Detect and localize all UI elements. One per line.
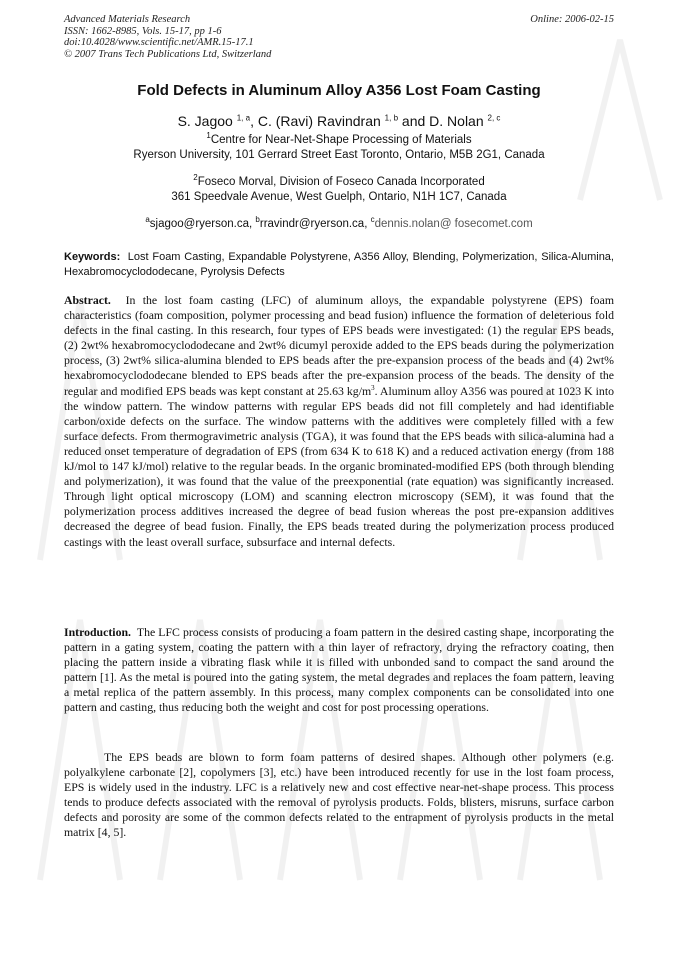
- publication-header: [64, 14, 614, 60]
- abstract-section: [64, 293, 614, 550]
- author-name: D. Nolan: [429, 113, 484, 129]
- paper-title: Fold Defects in Aluminum Alloy A356 Lost Foam Casting: [137, 82, 541, 99]
- affiliation-2: [0, 175, 678, 205]
- author-affiliation-marker: 1, b: [384, 113, 399, 123]
- body-paragraph: The EPS beads are blown to form foam patterns of desired shapes. Although other polymers (e.g. polyalkylene carbonate [2], copolymers [3], etc.) have been introduced recently for use in the lost foam process, EPS is widely used in the industry. LFC is a relatively new and cost effective near-net-shape process. This process tends to produce defects associated with the removal of pyrolysis products. Folds, blisters, misruns, surface carbon defects and porosity are some of the common defects related to the entrapment of pyrolysis products in the metal matrix [4, 5].: [64, 750, 614, 840]
- email-link[interactable]: rravindr@ryerson.ca: [259, 218, 365, 230]
- email-marker: c: [370, 215, 375, 225]
- journal-name: Advanced Materials Research: [64, 14, 191, 25]
- doi-link[interactable]: doi:10.4028/www.scientific.net/AMR.15-17.1: [64, 37, 254, 48]
- introduction-label: Introduction.: [64, 625, 131, 639]
- introduction-text: The LFC process consists of producing a foam pattern in the desired casting shape, incorporating the pattern in a gating system, coating the pattern with a thin layer of refractory, drying the refractory coating, then placing the pattern inside a vibrating flask while it is filled with unbonded sand to compact the sand around the pattern [1]. As the metal is poured into the gating system, the metal degrades and replaces the foam pattern, leaving a metal replica of the pattern assembly. In this process, many complex components can be consolidated into one pattern and casting, thus reducing both the weight and cost for post processing operations.: [64, 625, 615, 715]
- affiliation-line: Centre for Near-Net-Shape Processing of Materials: [210, 134, 472, 146]
- abstract-label: Abstract.: [64, 293, 111, 307]
- affiliation-line: Foseco Morval, Division of Foseco Canada Incorporated: [197, 176, 485, 188]
- keywords-section: [64, 250, 614, 280]
- author-affiliation-marker: 1, a: [236, 113, 251, 123]
- copyright: © 2007 Trans Tech Publications Ltd, Switzerland: [64, 48, 272, 60]
- email-marker: a: [145, 215, 150, 225]
- author-emails: $^a$sjagoo@ryerson.ca, $^b$rravindr@ryerson.ca, $^c$dennis.nolan@ fosecomet.com: [145, 215, 533, 230]
- email-link[interactable]: sjagoo@ryerson.ca: [149, 218, 250, 230]
- affiliation-1: [0, 133, 678, 163]
- author-name: S. Jagoo: [177, 113, 233, 129]
- affiliation-marker: 2: [193, 173, 198, 183]
- affiliation-line: 361 Speedvale Avenue, West Guelph, Ontario, N1H 1C7, Canada: [171, 191, 507, 203]
- keywords-text: Lost Foam Casting, Expandable Polystyrene, A356 Alloy, Blending, Polymerization, Silica-Alumina, Hexabromocyclododecane, Pyrolysis Defects: [64, 251, 614, 278]
- email-link[interactable]: dennis.nolan@ fosecomet.com: [374, 218, 533, 230]
- affiliation-line: Ryerson University, 101 Gerrard Street East Toronto, Ontario, M5B 2G1, Canada: [133, 149, 545, 161]
- affiliation-marker: 1: [206, 131, 211, 141]
- author-affiliation-marker: 2, c: [487, 113, 501, 123]
- author-separator: ,: [250, 113, 258, 129]
- keywords-label: Keywords:: [64, 251, 121, 263]
- abstract-text-continued: . Aluminum alloy A356 was poured at 1023 K into the window pattern. The window patterns with regular EPS beads did not fill completely and had identifiable carbon/oxide defects on the surface. The window patterns with the additives were completely filled with a few surface defects. From thermogravimetric analysis (TGA), it was found that the EPS beads with silica-alumina had a reduced onset temperature of degradation of EPS (from 634 K to 618 K) and a reduced activation energy (from 188 kJ/mol to 147 kJ/mol) relative to the regular beads. In the organic brominated-modified EPS (both through blending and polymerization), it was found that the value of the preexponential (rate equation) was significantly increased. Through light optical microscopy (LOM) and scanning electron microscopy (SEM), it was found that the polymerization process additives increased the degree of bead fusion whereas the post pre-expansion additives decreased the degree of bead fusion. Finally, the EPS beads treated during the polymerization process produced castings with the least overall surface, subsurface and internal defects.: [64, 383, 615, 549]
- author-separator: and: [398, 113, 430, 129]
- abstract-text: In the lost foam casting (LFC) of aluminum alloys, the expandable polystyrene (EPS) foam characteristics (foam composition, polymer processing and bead fusion) influence the formation of deleterious fold defects in the final casting. In this research, four types of EPS beads were investigated: (1) the regular EPS beads, (2) 2wt% hexabromocyclododecane and 2wt% dicumyl peroxide added to the EPS beads during the polymerization process, (3) 2wt% silica-alumina blended to EPS beads after the pre-expansion process of the beads and (4) 2wt% hexabromocyclododecane blended to EPS beads after the pre-expansion process of the beads. The density of the regular and modified EPS beads was kept constant at 25.63 kg/m: [64, 293, 614, 398]
- introduction-section: [64, 625, 614, 716]
- online-date: Online: 2006-02-15: [530, 14, 614, 25]
- email-marker: b: [255, 215, 260, 225]
- issn: ISSN: 1662-8985, Vols. 15-17, pp 1-6: [64, 25, 222, 37]
- author-name: C. (Ravi) Ravindran: [257, 113, 381, 129]
- author-list: [0, 113, 678, 129]
- superscript: 3: [371, 383, 375, 392]
